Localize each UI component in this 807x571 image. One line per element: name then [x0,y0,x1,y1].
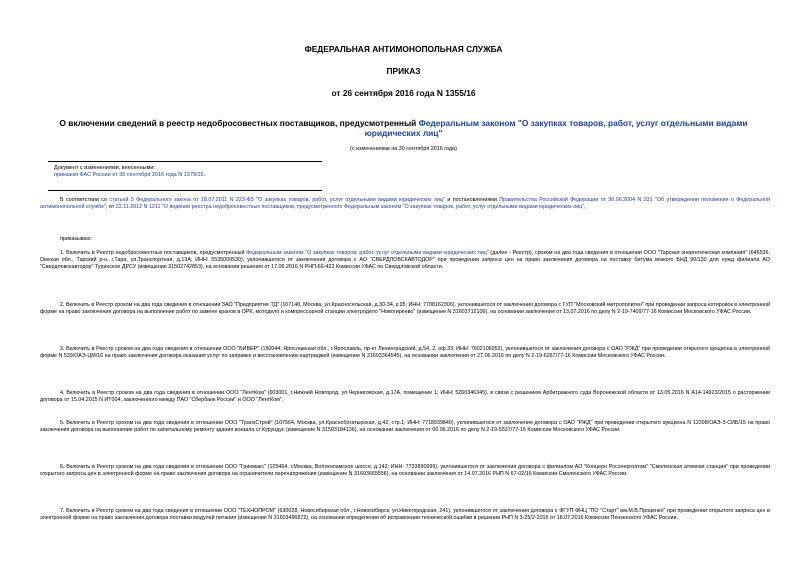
title-law-link[interactable]: Федеральным законом "О закупках товаров, работ, услуг отдельными видами юридических лиц" [364,118,748,138]
bottom-divider [48,190,322,191]
government-decree-1211-link[interactable]: 22.11.2012 N 1211 "О ведении реестра недобросовестных поставщиков, предусмотренного Федеральным законом "О закупках товаров, работ, услуг отдельными видами юридических лиц" [115,204,585,211]
item-6 [40,464,770,478]
item-2-text: 2. Включить в Реестр сроком на два года сведения в отношении ЗАО "Предприятие ТД" (107140, Москва, ул.Красносельская, д.30-34, к.95; ИНН: 7708162306), уклонившегося от заключения договора с ГУП "Московский метрополитен" при проведении запроса котировок в электронной форме на право заключения договора на выполнение работ по замене кранов в ОРК, мотодело и компрессорной станции электродело "Новогиреево" (извещение N 31603712106), на основании заключения от 13.07.2016 по делу N 2-19-7409/77-16 Комиссии Московского УФАС России. [40,302,770,316]
changes-box [54,165,205,180]
preamble-text-4: , [584,204,586,211]
item-1-text: 1. Включить в Реестр недобросовестных поставщиков, предусмотренный [60,250,247,256]
document-title [40,118,767,138]
item-4 [40,390,770,404]
changes-label: Документ с изменениями, внесенными: [54,165,155,171]
item-6-text: 6. Включить в Реестр сроком на два года сведения в отношении ООО "Гринмакс" (125464, г.Москва, Волоколамское шоссе, д.142; ИНН: 7733890999), уклонившегося от заключения договора с филиалом АО "Концерн Росэнергоатом" "Смоленская атомная станция" при проведении открытого запроса цен в электронной форме на право заключения договора на ограничители перенапряжения (извещение N 31603665556), на основании заключения от 14.07.2016 РНП N 67-02/16 Комиссии Смоленского УФАС России. [40,464,770,478]
preamble-text-1: В соответствии со [60,197,110,203]
item-2 [40,302,770,316]
item-3 [40,346,770,360]
order-word: приказываю: [60,236,93,242]
government-decree-331-link[interactable]: Правительства Российской Федерации от 30.06.2004 N 331 "Об утверждении положения о Федеральной антимонопольной службе" [40,197,770,211]
edition-note: (с изменениями на 30 сентября 2016 года) [350,146,457,152]
preamble-paragraph [40,197,770,211]
item-4-text: 4. Включить в Реестр сроком на два года сведения в отношении ООО "ЛентКом" (603001, г.Нижний Новгород, ул.Черниговская, д.17А, помещение 1; ИНН: 5260346345), в связи с решением Арбитражного суда Воронежской области от 13.05.2016 N А14-14923/2015 о расторжении договора от 15.04.2015 N ИТ004, заключенного между ПАО "Сбербанк России" и ООО "ЛентКом". [40,390,770,404]
item-5-text: 5. Включить в Реестр сроком на два года сведения в отношении ООО "ТрансСтрой" (107564, Москва, ул.Краснобогатырская, д.42, стр.1; ИНН: 7718939840), уклонившегося от заключения договора с ОАО "РЖД" при проведении открытого аукциона N 12398/ОАЭ-З-СИБ/15 на право заключения договора на выполнение работ по капитальному ремонту здания вокзала ст.Курундус (извещение N 31503184136), на основании заключения от 06.06.2016 по делу N 2-19-5537/77-16 Комиссии Московского УФАС России. [40,420,770,434]
item-7-text: 7. Включить в Реестр сроком на два года сведения в отношении ООО "ТЕХНОПРОМ" (630028, Новосибирская обл., г.Новосибирск, ул.Никегородская, 241), уклонившегося от заключения договора с ФГУП ФНЦ "ПО "Старт" им.М.В.Проценко" при проведении открытого запроса цен в электронной форме на право заключения договора поставки модулей питания (извещение N 31603496872), на основании определения об исправлении технической ошибки в решении РНП N 3-25/2-2016 от 18.07.2016 Комиссии Пензенского УФАС России. [40,508,770,522]
item-3-text: 3. Включить в Реестр сроком на два года сведения в отношении ООО "БИВЕР" (150044, Ярославская обл., г.Ярославль, пр-кт Ленинградский, д.54, 2, оф.33; ИНН: 7602106952), уклонившегося от заключения договора с ОАО "РЖД" при проведении открытого аукциона в электронной форме N 539/ОАЭ-ЦМ/16 на право заключения договора оказания услуг по заправке и восстановлению картриджей (извещение N 31603364545), на основании заключения от 27.06.2016 по делу N 2-19-6267/77-16 Комиссии Московского УФАС России. [40,346,770,360]
doc-date-heading: от 26 сентября 2016 года N 1355/16 [331,88,476,98]
item-1-law-link[interactable]: Федеральным законом "О закупках товаров, работ, услуг отдельными видами юридических лиц" [246,250,489,256]
preamble-text-3: , от [106,204,116,211]
doc-type-heading: ПРИКАЗ [386,66,421,76]
agency-heading: ФЕДЕРАЛЬНАЯ АНТИМОНОПОЛЬНАЯ СЛУЖБА [304,44,503,54]
title-text: О включении сведений в реестр недобросовестных поставщиков, предусмотренный [59,118,419,128]
item-1 [40,250,770,271]
item-7 [40,508,770,522]
preamble-text-2: и постановлениями [445,197,500,203]
top-divider [48,161,322,162]
changes-tail: . [203,172,206,179]
item-1-text-tail: (далее - Реестр), сроком на два года сведения в отношении ООО "Тарская энергетическая компания" (646536, Омская обл., Тарский р-н, г.Тара, ул.Транспортная, д.13А; ИНН: 5535009530), уклонившегося от заключения договора с АО "СВЕРДЛОВСКАВТОДОР" при проведении запроса цен на право заключения договора на поставку битума вязкого БНД 90/130 для нужд филиала АО "Свердловскавтодор" Туринское ДРСУ (извещение 31502742853), на основании решения от 17.06.2016 N РНП-66-422 Комиссии УФАС по Свердловской области. [40,250,770,271]
law-article-link[interactable]: статьей 5 Федерального закона от 18.07.2011 N 223-ФЗ "О закупках товаров, работ, услуг отдельными видами юридических лиц" [109,197,445,203]
item-5 [40,420,770,434]
changes-order-link[interactable]: приказом ФАС России от 30 сентября 2016 года N 1379/16 [54,172,204,179]
